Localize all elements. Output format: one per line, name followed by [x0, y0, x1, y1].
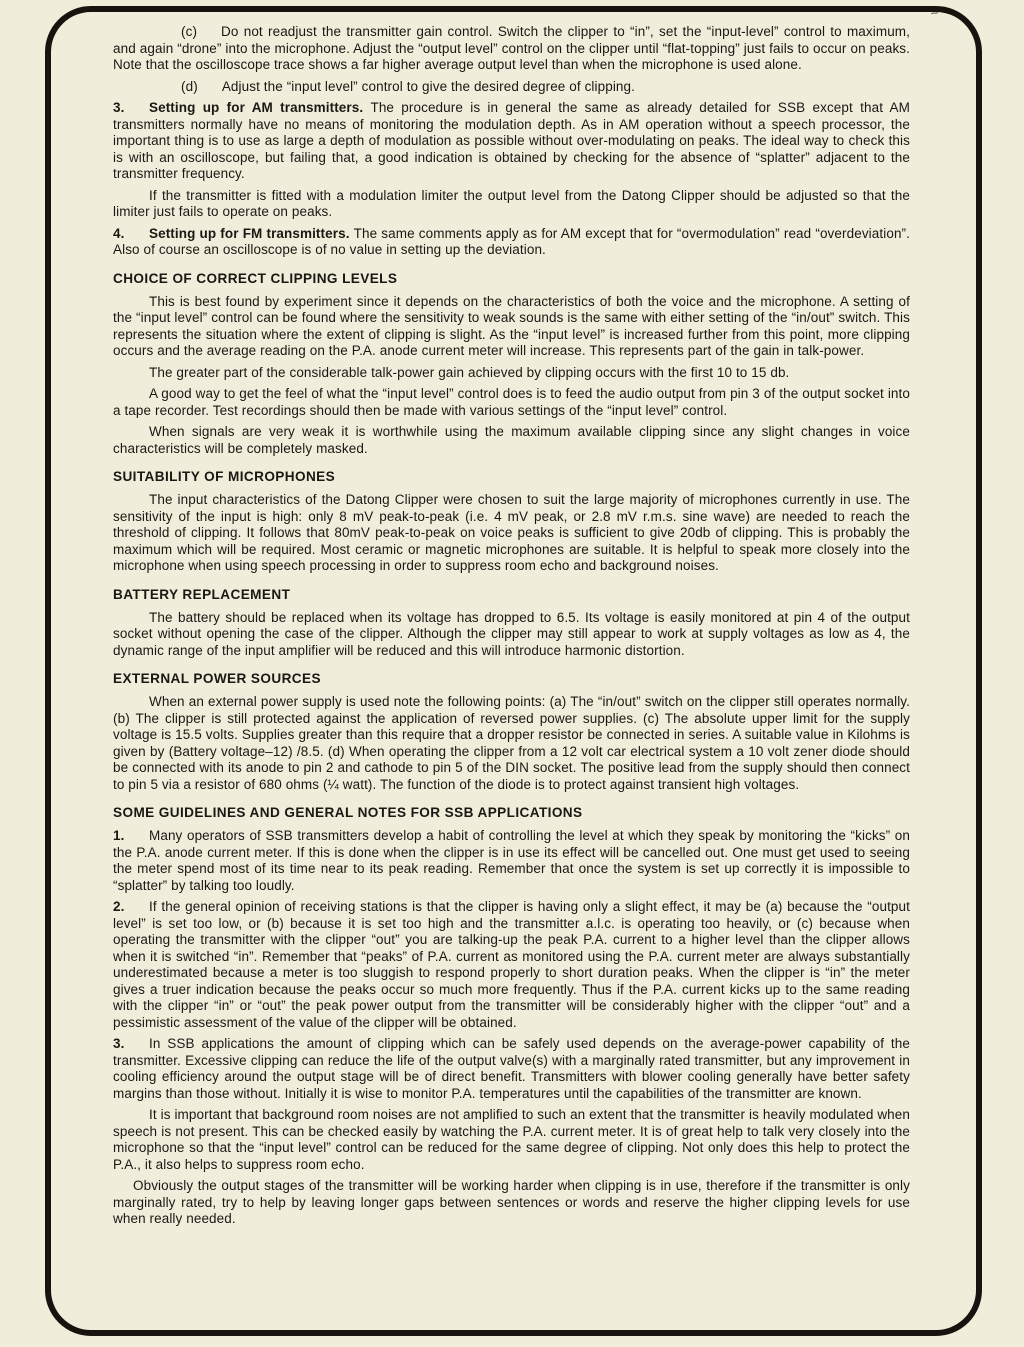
paragraph-text: This is best found by experiment since it depends on the characteristics of both the voice and the microphone. A setting of the “input level” control can be found where the sensitivity to weak sounds is the same with either setting of the “in/out” switch. This represents the situation where the extent of clipping is slight. As the “input level” is increased further from this point, more clipping occurs and the average reading on the P.A. anode current meter will increase. This represents part of the gain in talk-power. [113, 293, 910, 358]
paragraph-2 [113, 899, 910, 1031]
paragraph [113, 492, 910, 575]
document-body [113, 24, 910, 1326]
paragraph-label: 3. [113, 1036, 125, 1051]
paragraph-label: 2. [113, 899, 125, 914]
paragraph-d [113, 79, 910, 96]
paragraph-text: The same comments apply as for AM except that for “overmodulation” read “overdeviation”. Also of course an oscilloscope is of no value in setting up the deviation. [113, 225, 910, 257]
paragraph-label: (d) [181, 78, 198, 94]
paragraph-text: It is important that background room noises are not amplified to such an extent that the transmitter is heavily modulated when speech is not present. This can be checked easily by watching the P.A. current meter. It is of great help to talk very closely into the microphone so that the “input level” control can be reduced for the same degree of clipping. Not only does this help to protect the P.A., it also helps to suppress room echo. [113, 1107, 910, 1172]
paragraph-text: Obviously the output stages of the transmitter will be working harder when clipping is in use, therefore if the transmitter is only marginally rated, try to help by leaving longer gaps between sentences or words and reserve the higher clipping levels for use when really needed. [113, 1178, 910, 1226]
paragraph-text: Adjust the “input level” control to give the desired degree of clipping. [221, 78, 636, 94]
paragraph [113, 694, 910, 793]
paragraph-lead: Setting up for AM transmitters. [149, 100, 371, 115]
paragraph-text: The battery should be replaced when its voltage has dropped to 6.5. Its voltage is easily monitored at pin 4 of the output socket without opening the case of the clipper. Although the clipper may still appear to work at supply voltages as low as 4, the dynamic range of the input amplifier will be reduced and this will introduce harmonic distortion. [113, 609, 910, 658]
paragraph-text: In SSB applications the amount of clipping which can be safely used depends on the average-power capability of the transmitter. Excessive clipping can reduce the life of the output valve(s) with a marginally rated transmitter, but any improvement in cooling efficiency around the output stage will be of direct benefit. Transmitters with blower cooling generally have better safety margins than those without. Initially it is wise to monitor P.A. temperatures until the capabilities of the transmitter are known. [113, 1036, 910, 1101]
section-heading: EXTERNAL POWER SOURCES [113, 671, 321, 686]
paragraph-text: Do not readjust the transmitter gain control. Switch the clipper to “in”, set the “input-level” control to maximum, and again “drone” into the microphone. Adjust the “output level” control on the clipper until “flat-topping” just fails to occur on peaks. Note that the oscilloscope trace shows a far higher average output level than when the microphone is used alone. [113, 24, 910, 72]
paragraph-text: The input characteristics of the Datong Clipper were chosen to suit the large majority of microphones currently in use. The sensitivity of the input is high: only 8 mV peak-to-peak (i.e. 4 mV peak, or 2.8 mV r.m.s. sine wave) are needed to reach the threshold of clipping. It follows that 80mV peak-to-peak on voice peaks is sufficient to give 20db of clipping. This is probably the maximum which will be required. Most ceramic or magnetic microphones are suitable. It is helpful to speak more closely into the microphone when using speech processing in order to suppress room echo and background noises. [113, 492, 910, 573]
paragraph-lead: Setting up for FM transmitters. [149, 225, 354, 241]
section-heading: CHOICE OF CORRECT CLIPPING LEVELS [113, 270, 398, 286]
paragraph-label: (c) [181, 24, 198, 39]
paragraph-label: 4. [113, 225, 125, 241]
paragraph-c [113, 24, 910, 74]
paragraph-1 [113, 828, 910, 894]
paragraph-text: A good way to get the feel of what the “input level” control does is to feed the audio output from pin 3 of the output socket into a tape recorder. Test recordings should then be made with various settings of the “input level” control. [113, 386, 910, 418]
paragraph-text: Many operators of SSB transmitters develop a habit of controlling the level at which they speak by monitoring the “kicks” on the P.A. anode current meter. If this is done when the clipper is in use its effect will be cancelled out. One must get used to seeing the meter spend most of its time near to its peak reading. Remember that once the system is set up correctly it is impossible to “splatter” by talking too loudly. [113, 828, 910, 893]
paragraph [113, 1107, 910, 1173]
paragraph-text: If the general opinion of receiving stations is that the clipper is having only a slight effect, it may be (a) because the “output level” is set too low, or (b) because it is set too high and the transmitter a.l.c. is operating too heavily, or (c) because when operating the transmitter with the clipper “out” you are talking-up the peak P.A. current to a higher level than the clipper allows when it is switched “in”. Remember that “peaks” of P.A. current as monitored using the P.A. current meter are always substantially underestimated because a meter is too sluggish to respond properly to short duration peaks. When the clipper is “in” the meter gives a truer indication because the peaks occur so much more frequently. Thus if the P.A. current kicks up to the same reading with the clipper “in” or “out” the peak power output from the transmitter will be considerably higher with the clipper “out” and a pessimistic assessment of the value of the clipper will be obtained. [113, 899, 910, 1030]
paragraph-text: When an external power supply is used note the following points: (a) The “in/out” switch on the clipper still operates normally. (b) The clipper is still protected against the application of reversed power supplies. (c) The absolute upper limit for the supply voltage is 15.5 volts. Supplies greater than this require that a dropper resistor be connected in series. A suitable value in Kilohms is given by (Battery voltage–12) /8.5. (d) When operating the clipper from a 12 volt car electrical system a 10 volt zener diode should be connected with its anode to pin 2 and cathode to pin 5 of the DIN socket. The positive lead from the supply should then connect to pin 5 via a resistor of 680 ohms (¼ watt). The function of the diode is to protect against transient high voltages. [113, 694, 910, 792]
section-heading: BATTERY REPLACEMENT [113, 586, 291, 602]
paragraph [113, 294, 910, 360]
paragraph-3 [113, 1036, 910, 1102]
paragraph-3 [113, 100, 910, 183]
paragraph-4 [113, 226, 910, 259]
section-heading: SUITABILITY OF MICROPHONES [113, 469, 336, 484]
paragraph-label: 3. [113, 100, 125, 115]
paragraph-text: The greater part of the considerable talk-power gain achieved by clipping occurs with the first 10 to 15 db. [149, 364, 790, 380]
section-heading: SOME GUIDELINES AND GENERAL NOTES FOR SSB APPLICATIONS [113, 805, 583, 820]
paragraph [113, 610, 910, 660]
paragraph-text: When signals are very weak it is worthwhile using the maximum available clipping since any slight changes in voice characteristics will be completely masked. [113, 424, 910, 456]
paragraph [113, 365, 910, 382]
scan-speckle-mark: ∼· [929, 5, 948, 21]
paragraph [113, 424, 910, 457]
paragraph [113, 1178, 910, 1228]
paragraph-text: The procedure is in general the same as already detailed for SSB except that AM transmitters normally have no means of monitoring the modulation depth. As in AM operation without a speech processor, the important thing is to use as large a depth of modulation as possible without over-modulating on peaks. The ideal way to check this is with an oscilloscope, but failing that, a good indication is obtained by checking for the absence of “splatter” adjacent to the transmitter frequency. [113, 100, 910, 181]
paragraph [113, 188, 910, 221]
paragraph-label: 1. [113, 828, 125, 843]
paragraph-text: If the transmitter is fitted with a modulation limiter the output level from the Datong Clipper should be adjusted so that the limiter just fails to operate on peaks. [113, 187, 910, 219]
paragraph [113, 386, 910, 419]
